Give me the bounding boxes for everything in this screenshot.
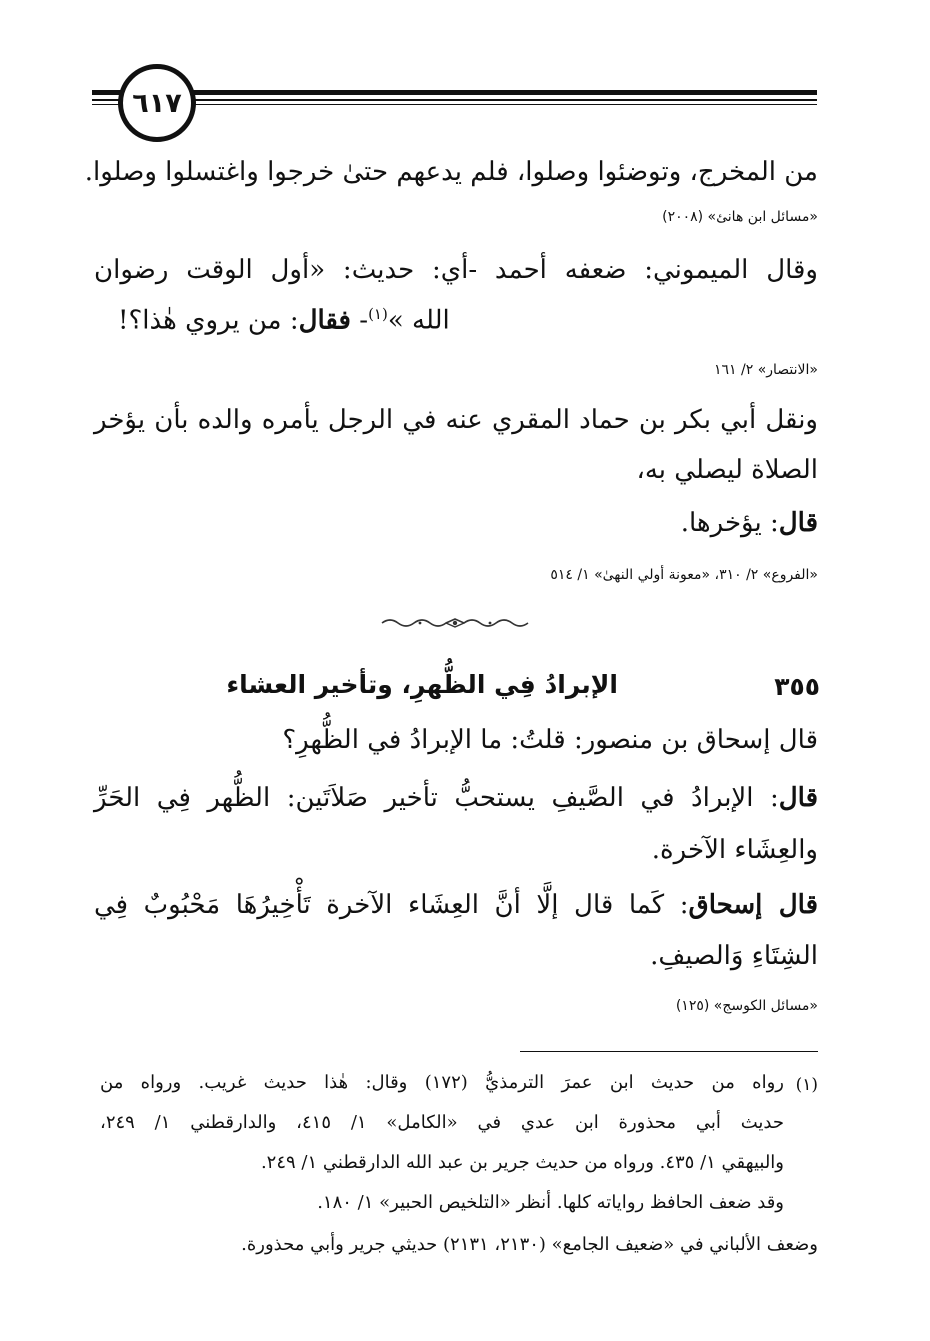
text-line-4: ونقل أبي بكر بن حماد المقري عنه في الرجل يأمره والده بأن يؤخر xyxy=(94,405,818,435)
text-dash: - xyxy=(351,305,369,336)
text-line-5: الصلاة ليصلي به، xyxy=(636,455,818,485)
section-number: ٣٥٥ xyxy=(774,672,820,701)
section-line-4 xyxy=(94,890,818,921)
source-citation-2: «الانتصار» ٢/ ١٦١ xyxy=(713,362,818,378)
text-line-3 xyxy=(118,305,450,337)
header-rule-mid xyxy=(92,99,817,101)
header-rule-thin xyxy=(92,104,817,105)
footnote-line-4: وقد ضعف الحافظ رواياته كلها. أنظر «التلخيص الحبير» ١/ ١٨٠. xyxy=(317,1192,784,1213)
section-line-1: قال إسحاق بن منصور: قلتُ: ما الإبرادُ في الظُّهرِ؟ xyxy=(282,725,818,755)
text-line-1: من المخرج، وتوضئوا وصلوا، فلم يدعهم حتىٰ خرجوا واغتسلوا وصلوا. xyxy=(84,157,818,187)
ornament-divider xyxy=(380,616,530,630)
speaker-label-ishaq: قال إسحاق xyxy=(688,890,818,920)
section-line-3: والعِشَاء الآخرة. xyxy=(651,835,818,865)
section-line-5: الشِتَاءِ وَالصيفِ. xyxy=(650,941,818,971)
footnote-line-2: حديث أبي محذورة ابن عدي في «الكامل» ١/ ٤١٥، والدارقطني ١/ ٢٤٩، xyxy=(100,1112,784,1133)
footnote-line-5: وضعف الألباني في «ضعيف الجامع» (٢١٣٠، ٢١٣١) حديثي جرير وأبي محذورة. xyxy=(241,1234,818,1255)
footnote-separator xyxy=(520,1051,818,1052)
footnote-line-3: والبيهقي ١/ ٤٣٥. ورواه من حديث جرير بن عبد الله الدارقطني ١/ ٢٤٩. xyxy=(260,1152,784,1173)
answer-text-3: : كَما قال إلَّا أنَّ العِشَاء الآخرة تَأْخِيرُهَا مَحْبُوبٌ فِي xyxy=(94,890,689,920)
text-line-2: وقال الميموني: ضعفه أحمد -أي: حديث: «أول الوقت رضوان xyxy=(94,255,818,285)
speaker-label-qal-2: قال xyxy=(778,783,818,813)
page-number: ٦١٧ xyxy=(132,87,182,119)
answer-text: : يؤخرها. xyxy=(680,508,779,538)
source-citation-3: «الفروع» ٢/ ٣١٠، «معونة أولي النهىٰ» ١/ ٥١٤ xyxy=(550,567,818,583)
text-quote-end: الله » xyxy=(387,305,450,336)
footnote-number: (١) xyxy=(795,1075,818,1095)
text-question: : من يروي هٰذا؟! xyxy=(118,305,299,336)
answer-text-2: : الإبرادُ في الصَّيفِ يستحبُّ تأخير صَلاَتَين: الظُّهر فِي الحَرِّ xyxy=(94,783,779,813)
speaker-label-faqal: فقال xyxy=(298,305,351,336)
footnote-ref-1: (١) xyxy=(368,305,388,323)
header-rule-thick xyxy=(92,90,817,95)
page-number-badge xyxy=(118,64,196,142)
footnote-line-1: رواه من حديث ابن عمرَ الترمذيُّ (١٧٢) وقال: هٰذا حديث غريب. ورواه من xyxy=(100,1072,784,1093)
section-title: الإبرادُ فِي الظُّهرِ، وتأخير العشاء xyxy=(226,670,618,699)
section-line-2 xyxy=(94,783,818,814)
speaker-label-qal: قال xyxy=(778,508,818,538)
source-citation-1: «مسائل ابن هانئ» (٢٠٠٨) xyxy=(662,209,818,225)
text-line-6 xyxy=(681,508,818,539)
source-citation-4: «مسائل الكوسج» (١٢٥) xyxy=(675,998,818,1014)
